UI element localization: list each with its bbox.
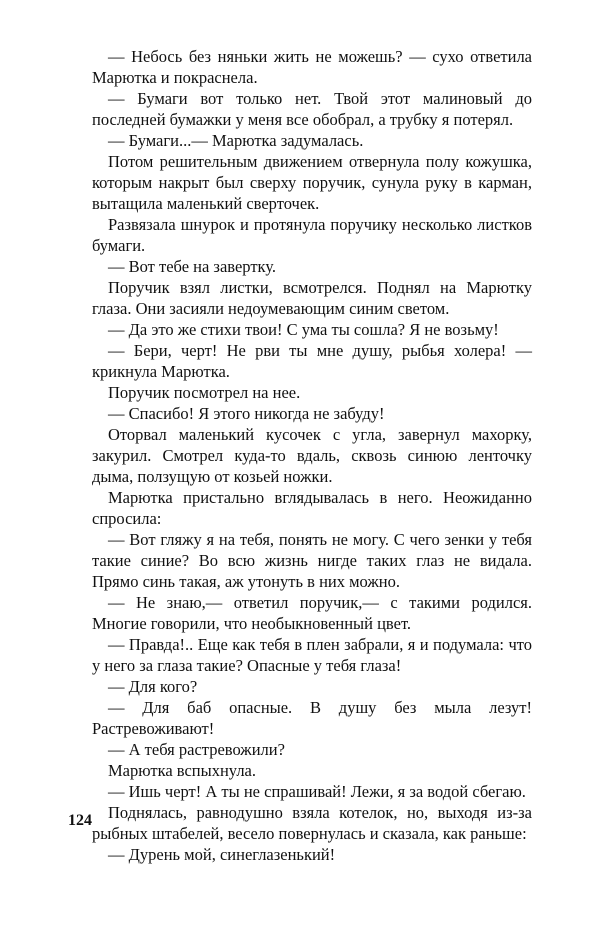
- paragraph: — Правда!.. Еще как тебя в плен забрали, я и подумала: что у него за глаза такие? Опасные у тебя глаза!: [92, 635, 532, 675]
- paragraph: — Для баб опасные. В душу без мыла лезут! Растревоживают!: [92, 698, 532, 738]
- paragraph: — А тебя растревожили?: [108, 740, 285, 759]
- paragraph: — Дурень мой, синеглазенький!: [108, 845, 336, 864]
- paragraph: — Спасибо! Я этого никогда не забуду!: [108, 404, 385, 423]
- paragraph: Марютка пристально вглядывалась в него. Неожиданно спросила:: [92, 488, 532, 528]
- text-column: [92, 46, 532, 865]
- paragraph: — Да это же стихи твои! С ума ты сошла? Я не возьму!: [108, 320, 499, 339]
- paragraph: — Бери, черт! Не рви ты мне душу, рыбья холера! — крикнула Марютка.: [92, 341, 532, 381]
- paragraph: Марютка вспыхнула.: [108, 761, 257, 780]
- paragraph: — Бумаги...— Марютка задумалась.: [108, 131, 364, 150]
- paragraph: Потом решительным движением отвернула полу кожушка, которым накрыт был сверху поручик, сунула руку в карман, вытащила маленький сверточек.: [92, 152, 532, 213]
- paragraph: — Ишь черт! А ты не спрашивай! Лежи, я за водой сбегаю.: [108, 782, 526, 801]
- paragraph: — Не знаю,— ответил поручик,— с такими родился. Многие говорили, что необыкновенный цвет.: [92, 593, 532, 633]
- page-number: 124: [68, 812, 92, 829]
- paragraph: Оторвал маленький кусочек с угла, завернул махорку, закурил. Смотрел куда-то вдаль, сквозь синюю ленточку дыма, ползущую от козьей ножки.: [92, 425, 532, 486]
- paragraph: — Для кого?: [108, 677, 198, 696]
- paragraph: Развязала шнурок и протянула поручику несколько листков бумаги.: [92, 215, 532, 255]
- paragraph: — Небось без няньки жить не можешь? — сухо ответила Марютка и покраснела.: [92, 47, 532, 87]
- paragraph: — Бумаги вот только нет. Твой этот малиновый до последней бумажки у меня все обобрал, а трубку я потерял.: [92, 89, 532, 129]
- paragraph: Поручик посмотрел на нее.: [108, 383, 301, 402]
- paragraph: Поднялась, равнодушно взяла котелок, но, выходя из-за рыбных штабелей, весело повернулась и сказала, как раньше:: [92, 803, 532, 843]
- paragraph: — Вот тебе на завертку.: [108, 257, 277, 276]
- paragraph: Поручик взял листки, всмотрелся. Поднял на Марютку глаза. Они засияли недоумевающим синим светом.: [92, 278, 532, 318]
- paragraph: — Вот гляжу я на тебя, понять не могу. С чего зенки у тебя такие синие? Во всю жизнь нигде таких глаз не видала. Прямо синь такая, аж утонуть в них можно.: [92, 530, 532, 591]
